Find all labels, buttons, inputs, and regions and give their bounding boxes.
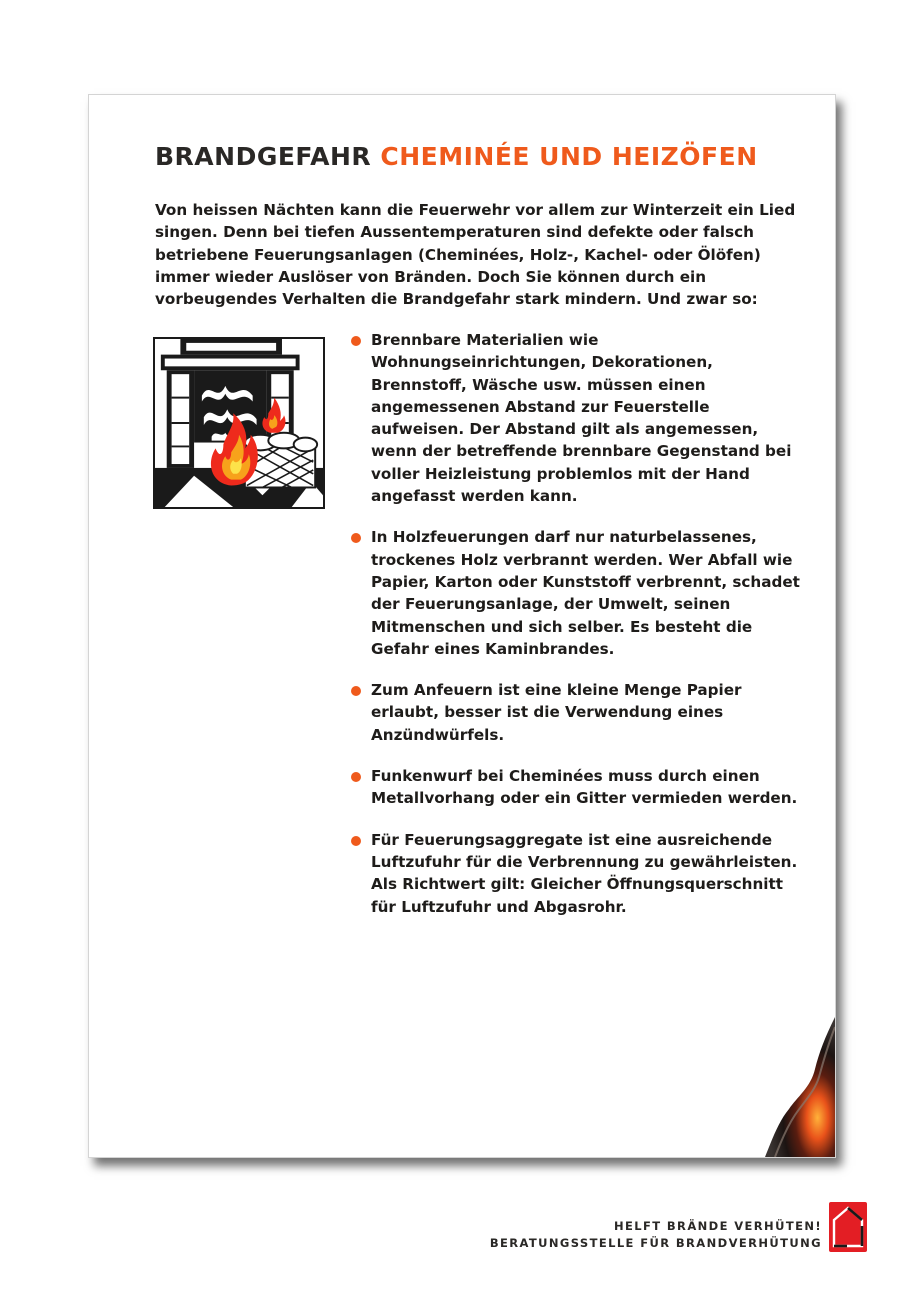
page-title	[155, 141, 758, 173]
list-item	[351, 526, 801, 660]
intro-paragraph: Von heissen Nächten kann die Feuerwehr vor allem zur Winterzeit ein Lied singen. Denn bei tiefen Aussentemperaturen sind defekte oder falsch betriebene Feuerungsanlagen (Cheminées, Holz-, Kachel- oder Ölöfen) immer wieder Auslöser von Bränden. Doch Sie können durch ein vorbeugendes Verhalten die Brandgefahr stark mindern. Und zwar so:	[155, 201, 796, 309]
bullet-text: Brennbare Materialien wie Wohnungseinrichtungen, Dekorationen, Brennstoff, Wäsche usw. müssen einen angemessenen Abstand zur Feuerstelle aufweisen. Der Abstand gilt als angemessen, wenn der betreffende brennbare Gegenstand bei voller Heizleistung problemlos mit der Hand angefasst werden kann.	[371, 331, 792, 506]
footer-organization: BERATUNGSSTELLE FÜR BRANDVERHÜTUNG	[489, 1236, 822, 1250]
footer-slogan: HELFT BRÄNDE VERHÜTEN!	[613, 1219, 822, 1233]
document-page	[88, 94, 836, 1158]
house-logo-icon	[829, 1202, 867, 1252]
footer	[490, 1218, 822, 1252]
list-item	[351, 679, 801, 746]
bullet-dot-icon	[351, 772, 361, 782]
bullet-dot-icon	[351, 686, 361, 696]
list-item	[351, 829, 801, 918]
bullet-list	[351, 329, 801, 918]
bullet-text: Zum Anfeuern ist eine kleine Menge Papier erlaubt, besser ist die Verwendung eines Anzündwürfels.	[371, 681, 742, 744]
bullet-dot-icon	[351, 336, 361, 346]
fireplace-illustration	[153, 337, 325, 509]
list-item	[351, 329, 801, 507]
bullet-text: In Holzfeuerungen darf nur naturbelassenes, trockenes Holz verbrannt werden. Wer Abfall wie Papier, Karton oder Kunststoff verbrennt, schadet der Feuerungsanlage, der Umwelt, seinen Mitmenschen und sich selber. Es besteht die Gefahr eines Kaminbrandes.	[371, 528, 800, 658]
bullet-dot-icon	[351, 533, 361, 543]
bullet-text: Funkenwurf bei Cheminées muss durch einen Metallvorhang oder ein Gitter vermieden werden.	[371, 767, 798, 808]
bullet-text: Für Feuerungsaggregate ist eine ausreichende Luftzufuhr für die Verbrennung zu gewährleisten. Als Richtwert gilt: Gleicher Öffnungsquerschnitt für Luftzufuhr und Abgasrohr.	[371, 830, 798, 916]
title-part-black: BRANDGEFAHR	[155, 142, 381, 171]
title-part-orange: CHEMINÉE UND HEIZÖFEN	[380, 142, 758, 171]
bullet-dot-icon	[351, 836, 361, 846]
list-item	[351, 765, 801, 810]
burn-mark	[765, 1017, 835, 1157]
